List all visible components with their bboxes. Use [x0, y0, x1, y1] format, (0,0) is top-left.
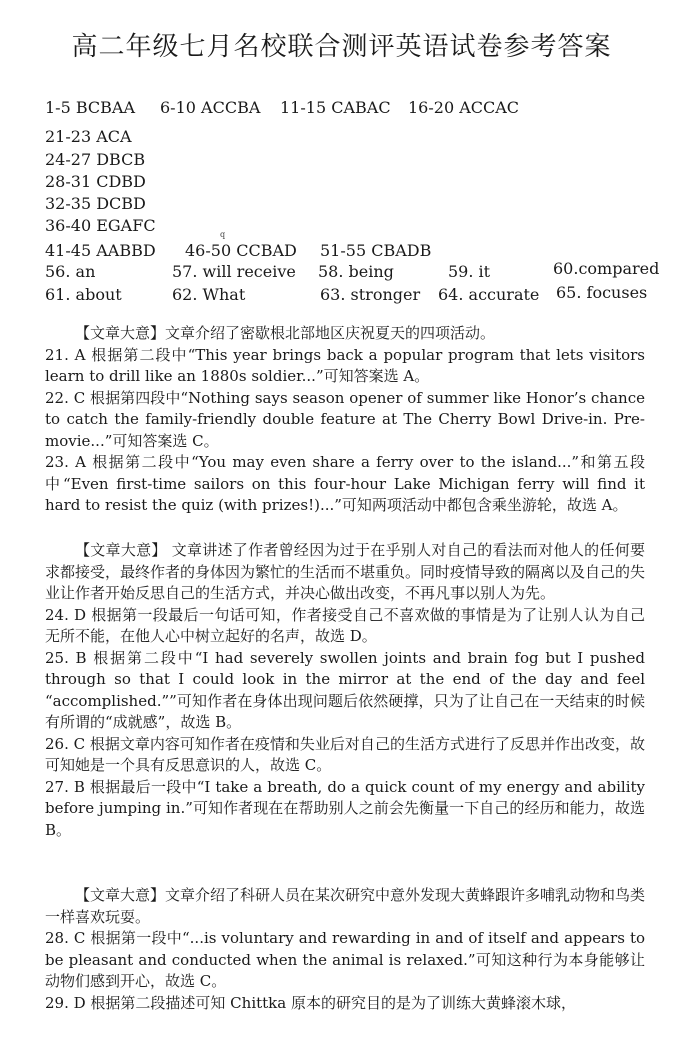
- answer-group-41-45: 41-45 AABBD: [45, 241, 156, 260]
- explanation-29: 29. D 根据第二段描述可知 Chittka 原本的研究目的是为了训练大黄蜂滚木球，: [45, 993, 576, 1012]
- explanation-27: 27. B 根据最后一段中“I take a breath, do a quick count of my energy and ability before jumping in.”可知作者现在在帮助别人之前会先衡量一下自己的经历和能力，故选 B。: [45, 777, 645, 839]
- answer-group-51-55: 51-55 CBADB: [320, 241, 432, 260]
- explanation-24: 24. D 根据第一段最后一句话可知，作者接受自己不喜欢做的事情是为了让别人认为自己无所不能，在他人心中树立起好的名声，故选 D。: [45, 605, 645, 645]
- passage-a-explanations: [45, 323, 645, 517]
- explanation-26: 26. C 根据文章内容可知作者在疫情和失业后对自己的生活方式进行了反思并作出改变，故可知她是一个具有反思意识的人，故选 C。: [45, 734, 645, 774]
- explanation-21: 21. A 根据第二段中“This year brings back a popular program that lets visitors learn to drill like an 1880s soldier...”可知答案选 A。: [45, 345, 645, 385]
- answer-group-1-5: 1-5 BCBAA: [45, 98, 136, 117]
- answer-65: 65. focuses: [556, 283, 648, 302]
- answer-58: 58. being: [318, 262, 394, 281]
- answer-group-21-23: 21-23 ACA: [45, 127, 132, 146]
- explanation-22: 22. C 根据第四段中“Nothing says season opener of summer like Honor’s chance to catch the family-friendly double feature at The Cherry Bowl Drive-in. Pre-movie...”可知答案选 C。: [45, 388, 645, 450]
- answer-group-16-20: 16-20 ACCAC: [408, 98, 520, 117]
- passage-b-summary: 【文章大意】 文章讲述了作者曾经因为过于在乎别人对自己的看法而对他人的任何要求都接受，最终作者的身体因为繁忙的生活而不堪重负。同时疫情导致的隔离以及自己的失业让作者开始反思自己的生活方式，并决心做出改变，不再凡事以别人为先。: [45, 541, 646, 602]
- answer-61: 61. about: [45, 285, 122, 304]
- page-title: 高二年级七月名校联合测评英语试卷参考答案: [71, 32, 612, 62]
- passage-c-summary: 【文章大意】文章介绍了科研人员在某次研究中意外发现大黄蜂跟许多哺乳动物和鸟类一样喜欢玩耍。: [45, 886, 646, 926]
- margin-mark: q: [220, 230, 226, 239]
- explanation-25: 25. B 根据第二段中“I had severely swollen joints and brain fog but I pushed through so that I could look in the mirror at the end of the day and feel “accomplished.””可知作者在身体出现问题后依然硬撑，只为了让自己在一天结束的时候有所谓的“成就感”，故选 B。: [45, 648, 645, 731]
- passage-b-explanations: [45, 540, 645, 841]
- answer-57: 57. will receive: [172, 262, 296, 281]
- answer-56: 56. an: [45, 262, 96, 281]
- answer-group-24-27: 24-27 DBCB: [45, 150, 146, 169]
- passage-a-summary: 【文章大意】文章介绍了密歇根北部地区庆祝夏天的四项活动。: [75, 324, 496, 342]
- explanation-28: 28. C 根据第一段中“...is voluntary and rewarding in and of itself and appears to be pleasant and conducted when the animal is relaxed.”可知这种行为本身能够让动物们感到开心，故选 C。: [45, 929, 645, 990]
- answer-group-36-40: 36-40 EGAFC: [45, 216, 156, 235]
- answer-62: 62. What: [172, 285, 246, 304]
- answer-63: 63. stronger: [320, 285, 421, 304]
- passage-c-explanations: [45, 885, 645, 1014]
- explanation-23: 23. A 根据第二段中“You may even share a ferry over to the island...”和第五段中“Even first-time sailors on this four-hour Lake Michigan ferry will find it hard to resist the quiz (with prizes!)...”可知两项活动中都包含乘坐游轮，故选 A。: [45, 453, 645, 514]
- answer-group-6-10: 6-10 ACCBA: [160, 98, 261, 117]
- answer-group-11-15: 11-15 CABAC: [280, 98, 391, 117]
- answer-59: 59. it: [448, 262, 491, 281]
- answer-group-32-35: 32-35 DCBD: [45, 194, 146, 213]
- answer-64: 64. accurate: [438, 285, 540, 304]
- answer-60: 60.compared: [553, 259, 660, 278]
- answer-group-46-50: 46-50 CCBAD: [185, 241, 297, 260]
- answer-group-28-31: 28-31 CDBD: [45, 172, 146, 191]
